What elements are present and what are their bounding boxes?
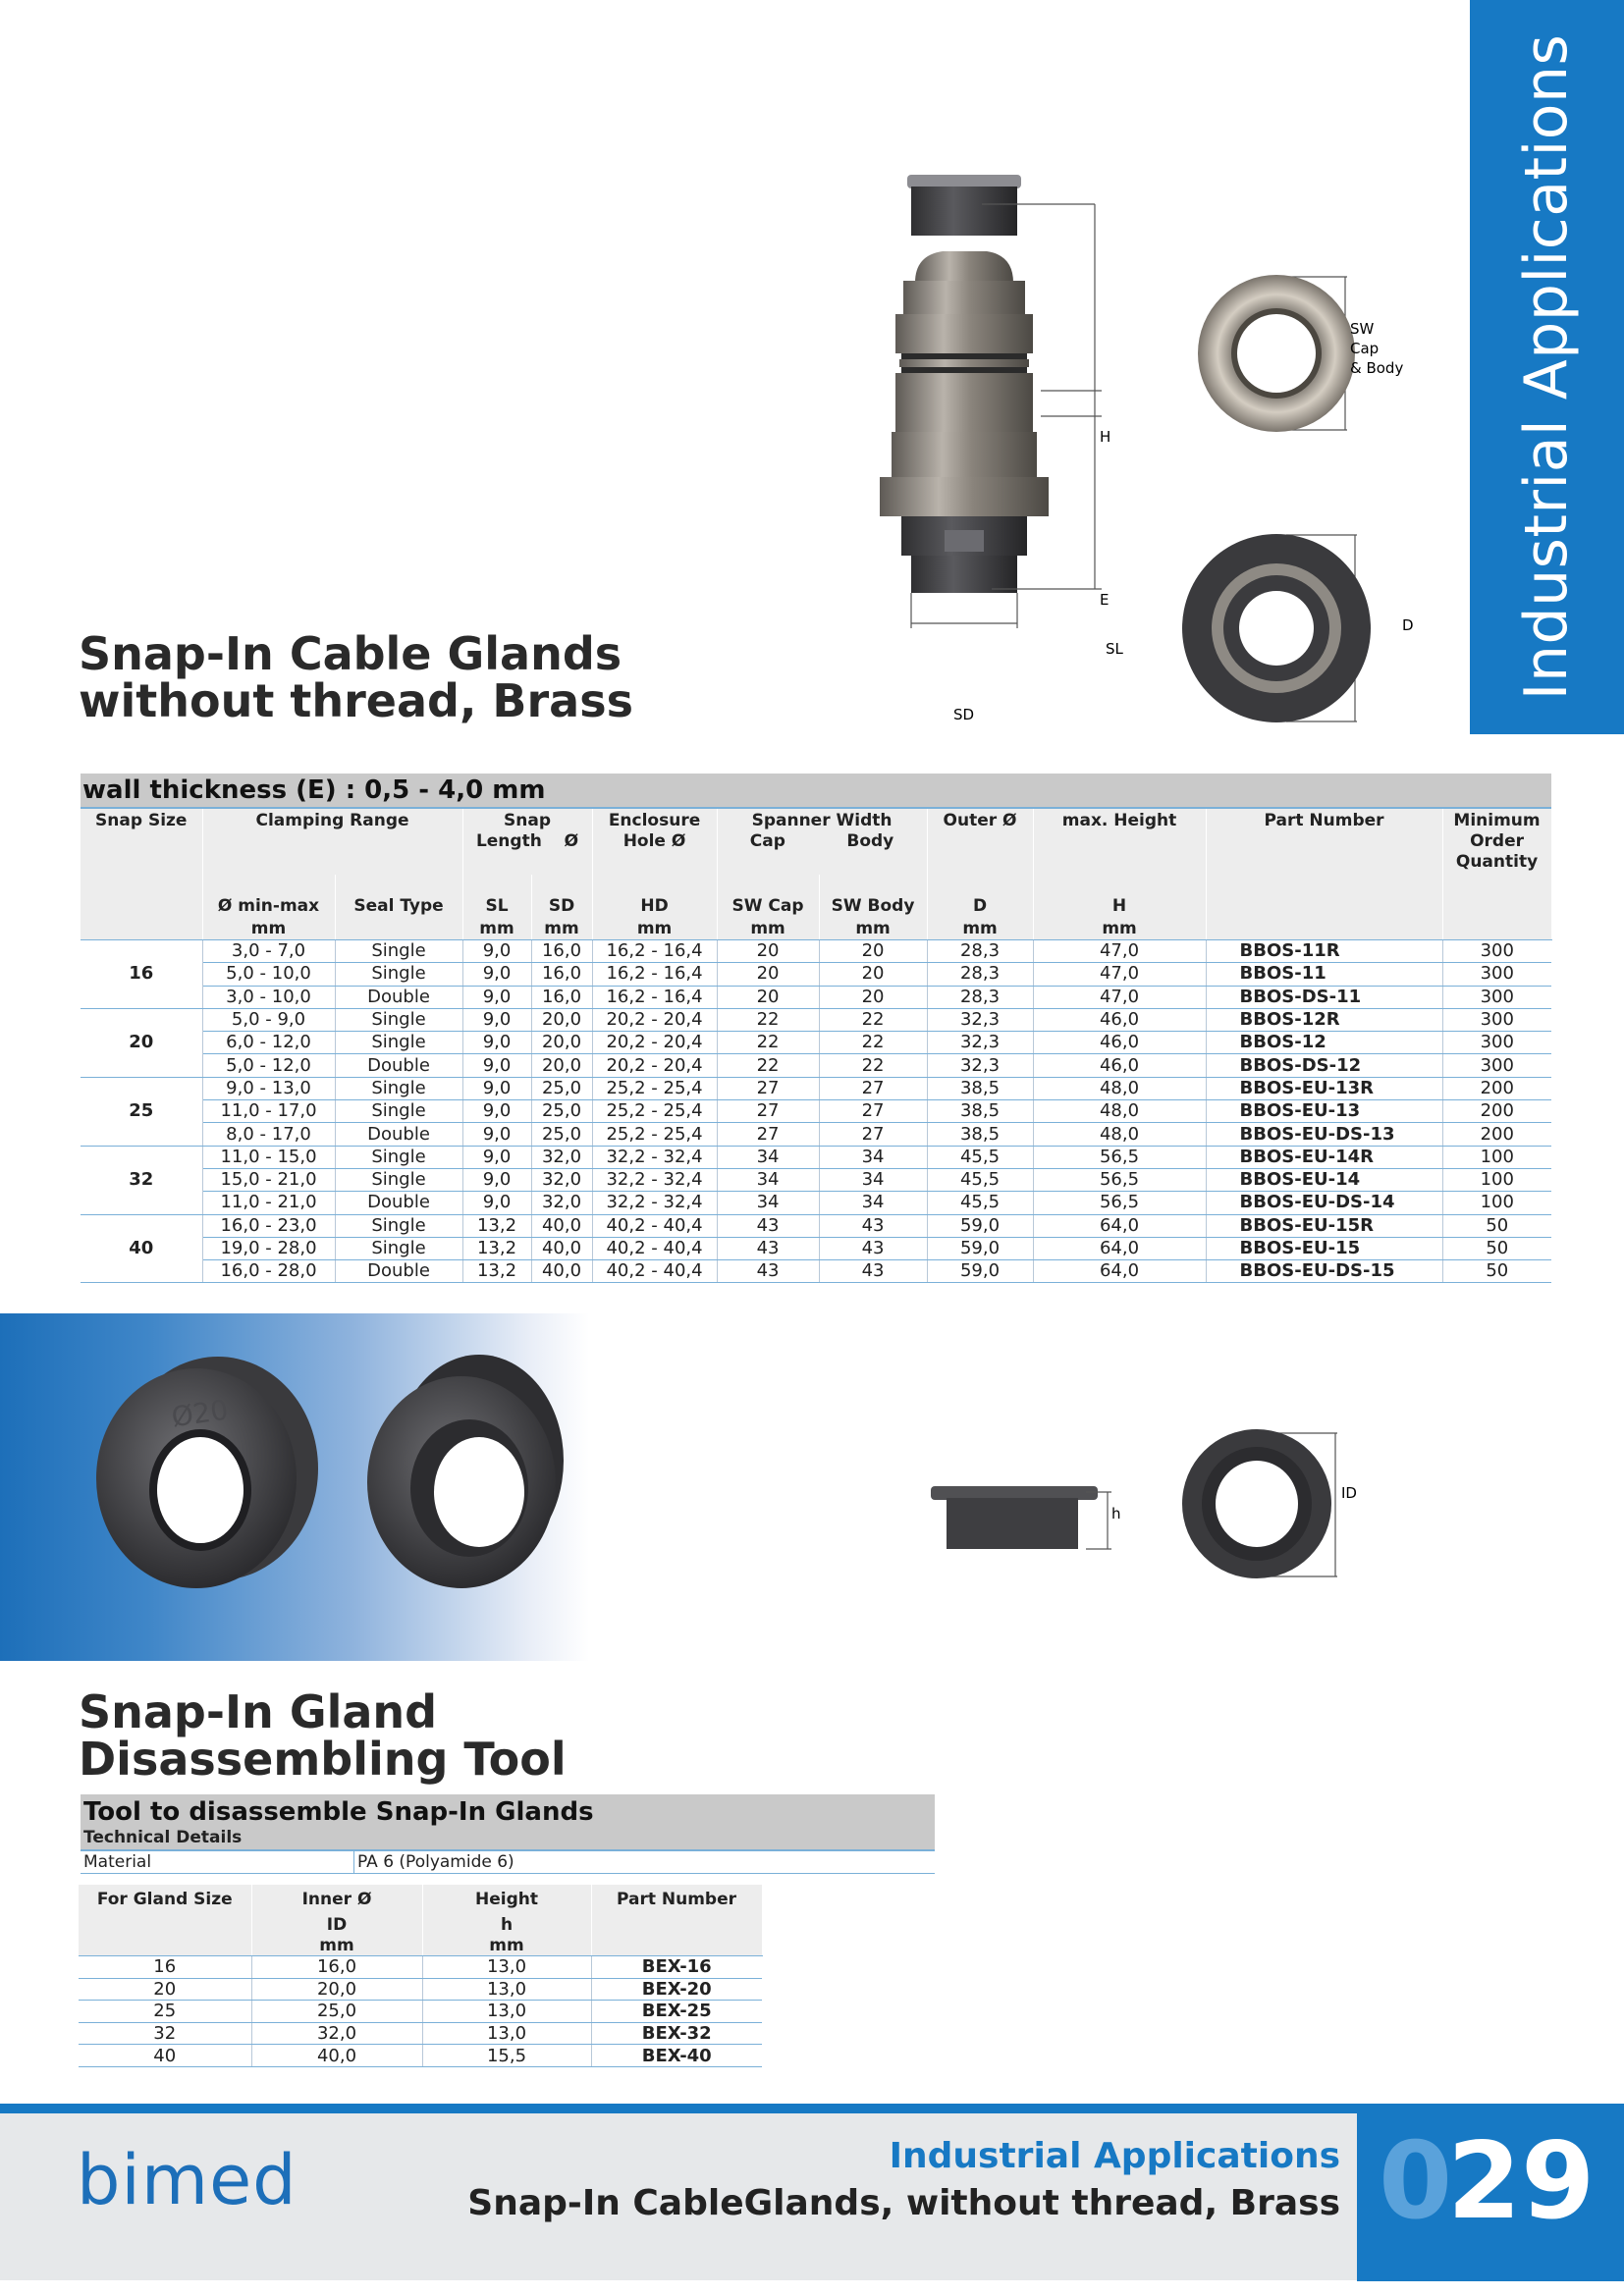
table-cell: 48,0 <box>1033 1100 1206 1123</box>
table-cell: 16,2 - 16,4 <box>592 986 717 1008</box>
tool-ring-marking: Ø20 <box>169 1393 231 1434</box>
table-cell: 20,2 - 20,4 <box>592 1054 717 1077</box>
table-cell: 28,3 <box>927 940 1033 963</box>
table-cell: 200 <box>1442 1100 1551 1123</box>
table-cell: 300 <box>1442 963 1551 986</box>
table-cell: 9,0 - 13,0 <box>202 1077 335 1099</box>
table-row <box>81 1054 1551 1077</box>
table-cell: 20,2 - 20,4 <box>592 1032 717 1054</box>
table-cell: 27 <box>819 1123 927 1146</box>
table-cell: 25,0 <box>251 2001 422 2023</box>
table-cell: 16,2 - 16,4 <box>592 940 717 963</box>
table-cell: 47,0 <box>1033 940 1206 963</box>
table-cell: 20 <box>717 963 819 986</box>
table-cell: 13,0 <box>422 1978 591 2001</box>
table-cell: 11,0 - 21,0 <box>202 1192 335 1214</box>
table-cell: 59,0 <box>927 1260 1033 1283</box>
tool-header-title: Tool to disassemble Snap-In Glands <box>83 1797 594 1827</box>
unit-mm: mm <box>927 919 1033 940</box>
table-cell: 47,0 <box>1033 963 1206 986</box>
table-cell: 32,3 <box>927 1032 1033 1054</box>
table-row <box>81 1008 1551 1031</box>
header-clamping-range: Clamping Range <box>202 809 462 875</box>
table-cell: 34 <box>717 1168 819 1191</box>
table-cell: 20,0 <box>251 1978 422 2001</box>
table-cell: 16 <box>79 1956 251 1979</box>
snap-size-cell: 16 <box>81 940 202 1009</box>
table-cell: 22 <box>819 1032 927 1054</box>
table-cell: Single <box>335 1032 462 1054</box>
table-cell: 13,0 <box>422 2022 591 2045</box>
table-cell: 50 <box>1442 1214 1551 1237</box>
subheader-sw-body: SW Body <box>819 875 927 919</box>
table-cell: Single <box>335 1237 462 1259</box>
table-cell: 32,0 <box>531 1146 592 1168</box>
snap-size-cell: 32 <box>81 1146 202 1214</box>
table-cell: 100 <box>1442 1168 1551 1191</box>
page-number-prefix: 0 <box>1379 2120 1453 2243</box>
tool-side-view <box>931 1486 1098 1549</box>
subheader-h: h <box>422 1910 591 1936</box>
tool-diagram <box>913 1394 1384 1610</box>
table-cell: 20 <box>717 940 819 963</box>
table-cell: 40 <box>79 2045 251 2067</box>
header-spanner-width: Spanner Width Cap Body <box>717 809 927 875</box>
header-gland-size: For Gland Size <box>79 1885 251 1910</box>
table-cell: 5,0 - 10,0 <box>202 963 335 986</box>
label-sl: SL <box>1106 640 1123 658</box>
table-cell: 300 <box>1442 1008 1551 1031</box>
table-row <box>81 963 1551 986</box>
table-cell: 16,0 <box>531 963 592 986</box>
table-cell: 22 <box>819 1008 927 1031</box>
table-cell: 200 <box>1442 1123 1551 1146</box>
part-number-cell: BBOS-11 <box>1206 963 1442 986</box>
table-cell: 34 <box>717 1146 819 1168</box>
table-cell: 9,0 <box>462 1077 531 1099</box>
subheader-sl: SL <box>462 875 531 919</box>
table-cell: 22 <box>819 1054 927 1077</box>
brand-logo: bimed <box>77 2140 298 2220</box>
table-cell: 13,2 <box>462 1214 531 1237</box>
table-cell: 45,5 <box>927 1146 1033 1168</box>
unit-mm: mm <box>592 919 717 940</box>
part-number-cell: BBOS-EU-DS-14 <box>1206 1192 1442 1214</box>
table-row <box>81 1260 1551 1283</box>
table-cell: 9,0 <box>462 1032 531 1054</box>
table-row <box>81 1032 1551 1054</box>
snap-size-cell: 40 <box>81 1214 202 1283</box>
table-cell: 100 <box>1442 1192 1551 1214</box>
header-max-height: max. Height <box>1033 809 1206 875</box>
table-cell: 40,0 <box>251 2045 422 2067</box>
table-cell: 25,2 - 25,4 <box>592 1077 717 1099</box>
table-header-row-1 <box>81 809 1551 875</box>
table-cell: 16,0 <box>531 986 592 1008</box>
tool-technical-details: Technical Details <box>83 1828 243 1847</box>
table-cell: 56,5 <box>1033 1168 1206 1191</box>
table-cell: 27 <box>819 1077 927 1099</box>
part-number-cell: BEX-32 <box>591 2022 762 2045</box>
subheader-seal-type: Seal Type <box>335 875 462 919</box>
table-cell: 32,2 - 32,4 <box>592 1192 717 1214</box>
tool-photo <box>0 1313 589 1661</box>
table-cell: 46,0 <box>1033 1054 1206 1077</box>
header-part-number: Part Number <box>591 1885 762 1910</box>
table-cell: 43 <box>819 1260 927 1283</box>
part-number-cell: BBOS-12 <box>1206 1032 1442 1054</box>
part-number-cell: BEX-25 <box>591 2001 762 2023</box>
wall-thickness-header: wall thickness (E) : 0,5 - 4,0 mm <box>81 774 1551 809</box>
table-cell: 20,2 - 20,4 <box>592 1008 717 1031</box>
table-cell: 20 <box>79 1978 251 2001</box>
label-h: H <box>1100 428 1111 446</box>
part-number-cell: BBOS-11R <box>1206 940 1442 963</box>
table-cell: 16,0 - 28,0 <box>202 1260 335 1283</box>
table-cell: 43 <box>717 1237 819 1259</box>
header-snap: Snap Length Ø <box>462 809 592 875</box>
table-cell: 32,0 <box>531 1192 592 1214</box>
table-cell: 22 <box>717 1054 819 1077</box>
footer-subtitle: Snap-In CableGlands, without thread, Brass <box>467 2183 1340 2223</box>
table-cell: 32,0 <box>531 1168 592 1191</box>
table-cell: 28,3 <box>927 986 1033 1008</box>
part-number-cell: BEX-16 <box>591 1956 762 1979</box>
tool-units-row <box>79 1936 762 1956</box>
table-cell: 28,3 <box>927 963 1033 986</box>
table-cell: 16,2 - 16,4 <box>592 963 717 986</box>
label-e: E <box>1100 591 1110 609</box>
part-number-cell: BEX-40 <box>591 2045 762 2067</box>
table-cell: 8,0 - 17,0 <box>202 1123 335 1146</box>
part-number-cell: BBOS-EU-DS-15 <box>1206 1260 1442 1283</box>
part-number-cell: BBOS-DS-12 <box>1206 1054 1442 1077</box>
label-d: D <box>1402 616 1414 634</box>
table-cell: 50 <box>1442 1237 1551 1259</box>
table-cell: 40,0 <box>531 1237 592 1259</box>
table-cell: Single <box>335 940 462 963</box>
table-row <box>81 1168 1551 1191</box>
table-cell: Double <box>335 1192 462 1214</box>
section-title-tool: Snap-In Gland Disassembling Tool <box>79 1685 567 1786</box>
part-number-cell: BBOS-EU-15 <box>1206 1237 1442 1259</box>
glands-table-body <box>81 940 1551 1283</box>
material-row <box>81 1851 935 1874</box>
table-cell: 40,0 <box>531 1260 592 1283</box>
part-number-cell: BBOS-EU-13 <box>1206 1100 1442 1123</box>
snap-size-cell: 20 <box>81 1008 202 1077</box>
table-cell: 25,2 - 25,4 <box>592 1123 717 1146</box>
side-tab <box>1470 0 1624 734</box>
table-cell: 9,0 <box>462 963 531 986</box>
table-cell: 25,0 <box>531 1077 592 1099</box>
table-cell: 20,0 <box>531 1032 592 1054</box>
table-cell: 40,2 - 40,4 <box>592 1260 717 1283</box>
subheader-d: D <box>927 875 1033 919</box>
part-number-cell: BBOS-DS-11 <box>1206 986 1442 1008</box>
table-cell: 25,0 <box>531 1123 592 1146</box>
table-cell: 25,2 - 25,4 <box>592 1100 717 1123</box>
table-cell: Double <box>335 1123 462 1146</box>
table-cell: 38,5 <box>927 1100 1033 1123</box>
table-cell: 200 <box>1442 1077 1551 1099</box>
part-number-cell: BEX-20 <box>591 1978 762 2001</box>
table-cell: 27 <box>717 1123 819 1146</box>
table-cell: Double <box>335 986 462 1008</box>
tool-spec-table <box>79 1885 763 2067</box>
table-cell: 16,0 <box>251 1956 422 1979</box>
table-cell: 11,0 - 15,0 <box>202 1146 335 1168</box>
table-cell: Single <box>335 1077 462 1099</box>
table-cell: 25 <box>79 2001 251 2023</box>
subheader-h: H <box>1033 875 1206 919</box>
table-cell: 300 <box>1442 986 1551 1008</box>
label-id: ID <box>1341 1484 1357 1502</box>
table-row <box>81 1237 1551 1259</box>
table-row <box>81 1192 1551 1214</box>
section-title-glands: Snap-In Cable Glands without thread, Brass <box>79 627 633 727</box>
glands-spec-table <box>81 809 1552 1283</box>
material-label: Material <box>83 1852 152 1872</box>
table-row <box>81 986 1551 1008</box>
table-cell: 27 <box>717 1100 819 1123</box>
unit-mm: mm <box>422 1936 591 1956</box>
table-cell: 9,0 <box>462 1168 531 1191</box>
subheader-sw-cap: SW Cap <box>717 875 819 919</box>
table-cell: 59,0 <box>927 1237 1033 1259</box>
table-cell: 27 <box>819 1100 927 1123</box>
table-cell: 300 <box>1442 1054 1551 1077</box>
table-cell: 38,5 <box>927 1123 1033 1146</box>
table-cell: 48,0 <box>1033 1077 1206 1099</box>
tool-details-block <box>81 1794 935 1874</box>
subheader-sd: SD <box>531 875 592 919</box>
unit-mm: mm <box>202 919 335 940</box>
table-cell: 64,0 <box>1033 1237 1206 1259</box>
table-row <box>81 940 1551 963</box>
table-row <box>79 2022 762 2045</box>
unit-mm: mm <box>717 919 819 940</box>
footer-category: Industrial Applications <box>889 2136 1340 2176</box>
subheader-id: ID <box>251 1910 422 1936</box>
table-cell: Single <box>335 1100 462 1123</box>
unit-mm: mm <box>819 919 927 940</box>
table-cell: 5,0 - 9,0 <box>202 1008 335 1031</box>
side-tab-label: Industrial Applications <box>1512 33 1581 701</box>
gland-top-view <box>1198 275 1355 432</box>
table-cell: 43 <box>717 1214 819 1237</box>
table-cell: 13,0 <box>422 2001 591 2023</box>
table-cell: 50 <box>1442 1260 1551 1283</box>
subheader-min-max: Ø min-max <box>202 875 335 919</box>
table-cell: 20,0 <box>531 1008 592 1031</box>
tool-header-row <box>79 1885 762 1910</box>
table-cell: 20 <box>819 940 927 963</box>
table-cell: 43 <box>717 1260 819 1283</box>
snap-size-cell: 25 <box>81 1077 202 1146</box>
table-cell: 46,0 <box>1033 1008 1206 1031</box>
table-row <box>79 2045 762 2067</box>
table-cell: 25,0 <box>531 1100 592 1123</box>
unit-mm: mm <box>251 1936 422 1956</box>
table-cell: 9,0 <box>462 1054 531 1077</box>
table-cell: Single <box>335 1168 462 1191</box>
subheader-hd: HD <box>592 875 717 919</box>
header-min-order: Minimum Order Quantity <box>1442 809 1551 875</box>
table-cell: 3,0 - 7,0 <box>202 940 335 963</box>
table-cell: 11,0 - 17,0 <box>202 1100 335 1123</box>
table-cell: 46,0 <box>1033 1032 1206 1054</box>
tool-photo-banner <box>0 1313 589 1661</box>
table-cell: 45,5 <box>927 1192 1033 1214</box>
table-cell: 300 <box>1442 940 1551 963</box>
header-inner: Inner Ø <box>251 1885 422 1910</box>
table-row <box>81 1214 1551 1237</box>
header-outer: Outer Ø <box>927 809 1033 875</box>
table-cell: 15,5 <box>422 2045 591 2067</box>
glands-table <box>81 774 1551 1283</box>
table-cell: 59,0 <box>927 1214 1033 1237</box>
table-cell: Single <box>335 1008 462 1031</box>
table-cell: 9,0 <box>462 1192 531 1214</box>
table-cell: Single <box>335 963 462 986</box>
table-cell: 19,0 - 28,0 <box>202 1237 335 1259</box>
table-row <box>79 2001 762 2023</box>
part-number-cell: BBOS-EU-14R <box>1206 1146 1442 1168</box>
gland-diagram <box>844 157 1473 736</box>
table-row <box>79 1978 762 2001</box>
table-cell: Double <box>335 1054 462 1077</box>
table-cell: 9,0 <box>462 1123 531 1146</box>
table-cell: 9,0 <box>462 1008 531 1031</box>
header-enclosure: Enclosure Hole Ø <box>592 809 717 875</box>
table-cell: 32,3 <box>927 1054 1033 1077</box>
table-cell: 22 <box>717 1008 819 1031</box>
part-number-cell: BBOS-EU-DS-13 <box>1206 1123 1442 1146</box>
unit-mm: mm <box>1033 919 1206 940</box>
table-cell: 40,0 <box>531 1214 592 1237</box>
page-number-box <box>1357 2104 1624 2281</box>
table-cell: 32,3 <box>927 1008 1033 1031</box>
table-row <box>81 1123 1551 1146</box>
table-cell: 13,0 <box>422 1956 591 1979</box>
table-cell: 47,0 <box>1033 986 1206 1008</box>
seal-insert <box>907 175 1021 236</box>
header-part-number: Part Number <box>1206 809 1442 875</box>
label-sd: SD <box>953 706 975 723</box>
table-cell: 64,0 <box>1033 1260 1206 1283</box>
table-row <box>81 1077 1551 1099</box>
table-cell: 27 <box>717 1077 819 1099</box>
table-cell: 20 <box>819 986 927 1008</box>
label-sw: SW <box>1350 320 1375 338</box>
table-cell: 34 <box>819 1168 927 1191</box>
tool-front-view <box>1182 1429 1331 1578</box>
table-row <box>79 1956 762 1979</box>
unit-mm: mm <box>462 919 531 940</box>
table-cell: 56,5 <box>1033 1192 1206 1214</box>
table-cell: 32 <box>79 2022 251 2045</box>
part-number-cell: BBOS-EU-13R <box>1206 1077 1442 1099</box>
table-cell: 9,0 <box>462 1146 531 1168</box>
part-number-cell: BBOS-EU-15R <box>1206 1214 1442 1237</box>
table-cell: 9,0 <box>462 986 531 1008</box>
table-cell: 100 <box>1442 1146 1551 1168</box>
label-cap: Cap <box>1350 340 1380 357</box>
gland-body <box>880 251 1049 593</box>
table-cell: 16,0 - 23,0 <box>202 1214 335 1237</box>
table-header-row-2 <box>81 875 1551 919</box>
table-cell: Single <box>335 1214 462 1237</box>
table-cell: 40,2 - 40,4 <box>592 1214 717 1237</box>
table-cell: 300 <box>1442 1032 1551 1054</box>
table-cell: 6,0 - 12,0 <box>202 1032 335 1054</box>
table-cell: 16,0 <box>531 940 592 963</box>
table-cell: 38,5 <box>927 1077 1033 1099</box>
table-cell: 3,0 - 10,0 <box>202 986 335 1008</box>
header-height: Height <box>422 1885 591 1910</box>
table-cell: 5,0 - 12,0 <box>202 1054 335 1077</box>
table-cell: 56,5 <box>1033 1146 1206 1168</box>
table-cell: 34 <box>717 1192 819 1214</box>
table-cell: Double <box>335 1260 462 1283</box>
table-cell: 45,5 <box>927 1168 1033 1191</box>
table-cell: 32,0 <box>251 2022 422 2045</box>
table-cell: 15,0 - 21,0 <box>202 1168 335 1191</box>
tool-subheader-row <box>79 1910 762 1936</box>
gland-bottom-view <box>1182 534 1371 722</box>
page-number: 29 <box>1447 2120 1596 2243</box>
table-cell: 22 <box>717 1032 819 1054</box>
table-cell: 32,2 - 32,4 <box>592 1168 717 1191</box>
table-row <box>81 1146 1551 1168</box>
table-cell: 20,0 <box>531 1054 592 1077</box>
table-cell: 9,0 <box>462 940 531 963</box>
table-cell: 43 <box>819 1237 927 1259</box>
table-cell: 48,0 <box>1033 1123 1206 1146</box>
part-number-cell: BBOS-12R <box>1206 1008 1442 1031</box>
table-cell: Single <box>335 1146 462 1168</box>
unit-mm: mm <box>531 919 592 940</box>
table-cell: 32,2 - 32,4 <box>592 1146 717 1168</box>
table-cell: 13,2 <box>462 1237 531 1259</box>
header-snap-size: Snap Size <box>81 809 202 919</box>
label-body: & Body <box>1350 359 1404 377</box>
table-cell: 20 <box>717 986 819 1008</box>
tool-header <box>81 1794 935 1851</box>
material-value: PA 6 (Polyamide 6) <box>353 1851 514 1873</box>
table-cell: 43 <box>819 1214 927 1237</box>
tool-table-body <box>79 1956 762 2067</box>
label-h: h <box>1111 1505 1121 1522</box>
table-cell: 34 <box>819 1146 927 1168</box>
table-cell: 20 <box>819 963 927 986</box>
part-number-cell: BBOS-EU-14 <box>1206 1168 1442 1191</box>
table-cell: 40,2 - 40,4 <box>592 1237 717 1259</box>
table-cell: 64,0 <box>1033 1214 1206 1237</box>
table-cell: 13,2 <box>462 1260 531 1283</box>
table-row <box>81 1100 1551 1123</box>
table-cell: 9,0 <box>462 1100 531 1123</box>
table-cell: 34 <box>819 1192 927 1214</box>
table-units-row <box>81 919 1551 940</box>
